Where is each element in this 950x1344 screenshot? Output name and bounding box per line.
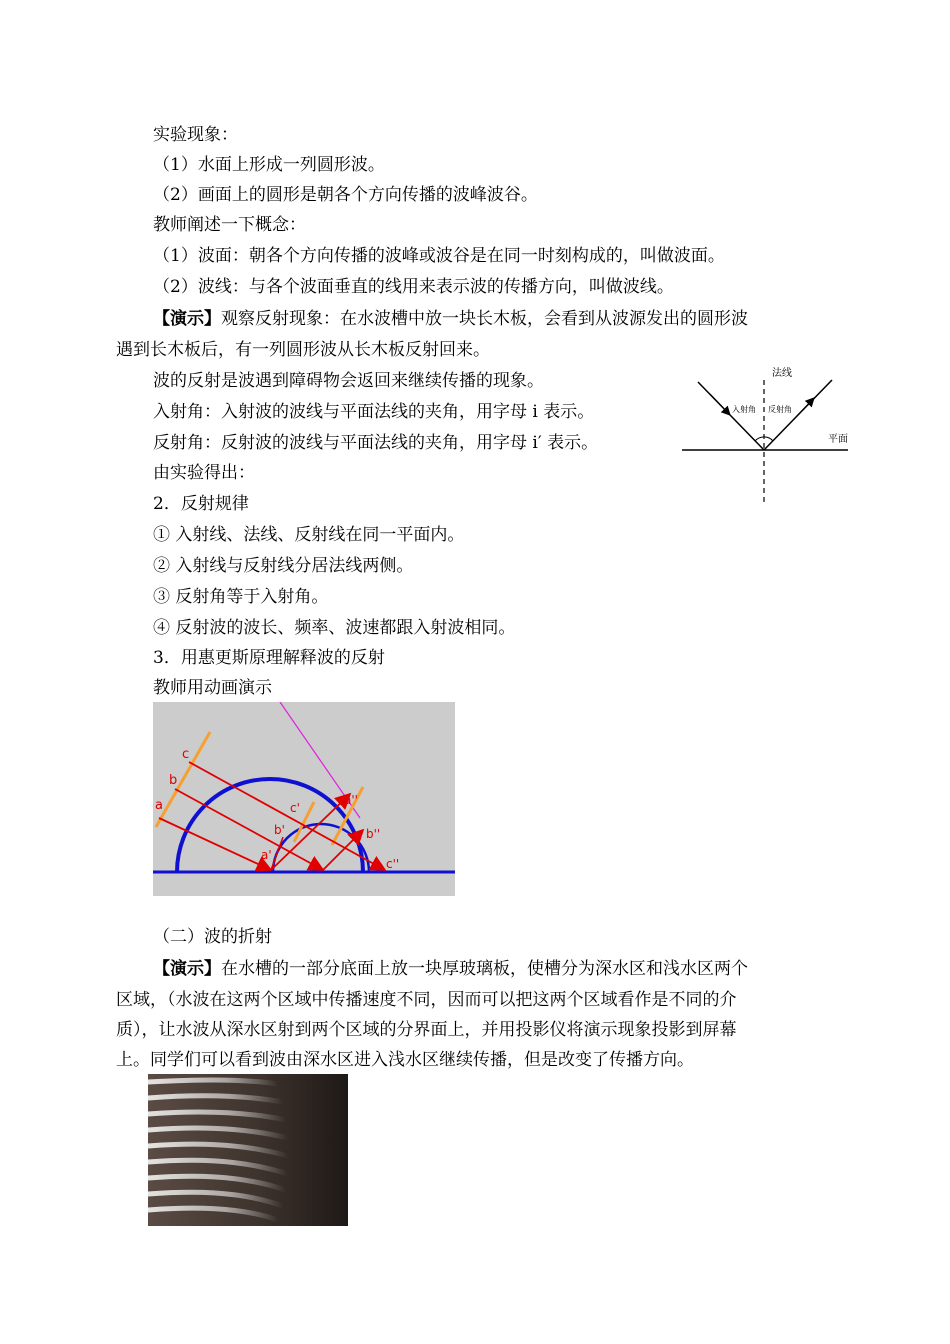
normal-label: 法线 <box>772 368 792 379</box>
huygens-reflection-diagram <box>153 702 455 896</box>
label-c: c <box>182 747 190 762</box>
text-line: 由实验得出： <box>153 463 255 483</box>
incident-ray-arrow <box>710 394 730 415</box>
text-line: 教师阐述一下概念： <box>153 215 306 235</box>
text-line: 教师用动画演示 <box>153 678 272 698</box>
text-line: ① 入射线、法线、反射线在同一平面内。 <box>153 525 465 545</box>
incident-ray <box>698 382 764 450</box>
text-span: 观察反射现象：在水波槽中放一块长木板，会看到从波源发出的圆形波 <box>221 309 748 329</box>
label-a-double: a'' <box>344 793 358 807</box>
text-line: 波的反射是波遇到障碍物会返回来继续传播的现象。 <box>153 371 544 391</box>
label-c-prime: c' <box>290 801 300 815</box>
label-c-double: c'' <box>386 857 400 871</box>
text-span: 在水槽的一部分底面上放一块厚玻璃板，使槽分为深水区和浅水区两个 <box>221 959 748 979</box>
text-line: ③ 反射角等于入射角。 <box>153 587 329 607</box>
incident-angle-label: 入射角 <box>732 405 756 414</box>
demo-mark: 【演示】 <box>153 959 221 979</box>
label-a-prime: a' <box>261 848 272 862</box>
text-line: 遇到长木板后，有一列圆形波从长木板反射回来。 <box>116 340 490 360</box>
text-line: 入射角：入射波的波线与平面法线的夹角，用字母 i 表示。 <box>153 402 595 422</box>
reflect-angle-label: 反射角 <box>768 405 792 414</box>
plane-label: 平面 <box>828 434 848 445</box>
reflection-diagram <box>680 360 850 510</box>
text-line: ④ 反射波的波长、频率、波速都跟入射波相同。 <box>153 618 516 638</box>
text-line <box>153 308 748 330</box>
label-a: a <box>155 798 163 813</box>
text-line <box>153 958 748 980</box>
text-line: 实验现象： <box>153 125 238 145</box>
text-line: 质），让水波从深水区射到两个区域的分界面上，并用投影仪将演示现象投影到屏幕 <box>116 1020 737 1040</box>
text-line: 2．反射规律 <box>153 494 249 514</box>
demo-mark: 【演示】 <box>153 309 221 329</box>
text-line: （1）水面上形成一列圆形波。 <box>153 155 385 175</box>
reflected-ray-arrow <box>796 398 814 417</box>
diagram-background <box>153 702 455 896</box>
text-line: （二）波的折射 <box>153 927 272 947</box>
text-line: （1）波面：朝各个方向传播的波峰或波谷是在同一时刻构成的，叫做波面。 <box>153 246 725 266</box>
label-b: b <box>169 773 178 788</box>
refraction-photo <box>148 1074 348 1226</box>
text-line: ② 入射线与反射线分居法线两侧。 <box>153 556 414 576</box>
text-line: （2）画面上的圆形是朝各个方向传播的波峰波谷。 <box>153 185 538 205</box>
label-b-double: b'' <box>366 827 381 841</box>
text-line: 反射角：反射波的波线与平面法线的夹角，用字母 i′ 表示。 <box>153 433 599 453</box>
text-line: 上。同学们可以看到波由深水区进入浅水区继续传播，但是改变了传播方向。 <box>116 1050 694 1070</box>
text-line: 区域，（水波在这两个区域中传播速度不同，因而可以把这两个区域看作是不同的介 <box>116 990 737 1010</box>
text-line: 3．用惠更斯原理解释波的反射 <box>153 648 385 668</box>
label-b-prime: b' <box>274 823 285 837</box>
text-line: （2）波线：与各个波面垂直的线用来表示波的传播方向，叫做波线。 <box>153 277 674 297</box>
